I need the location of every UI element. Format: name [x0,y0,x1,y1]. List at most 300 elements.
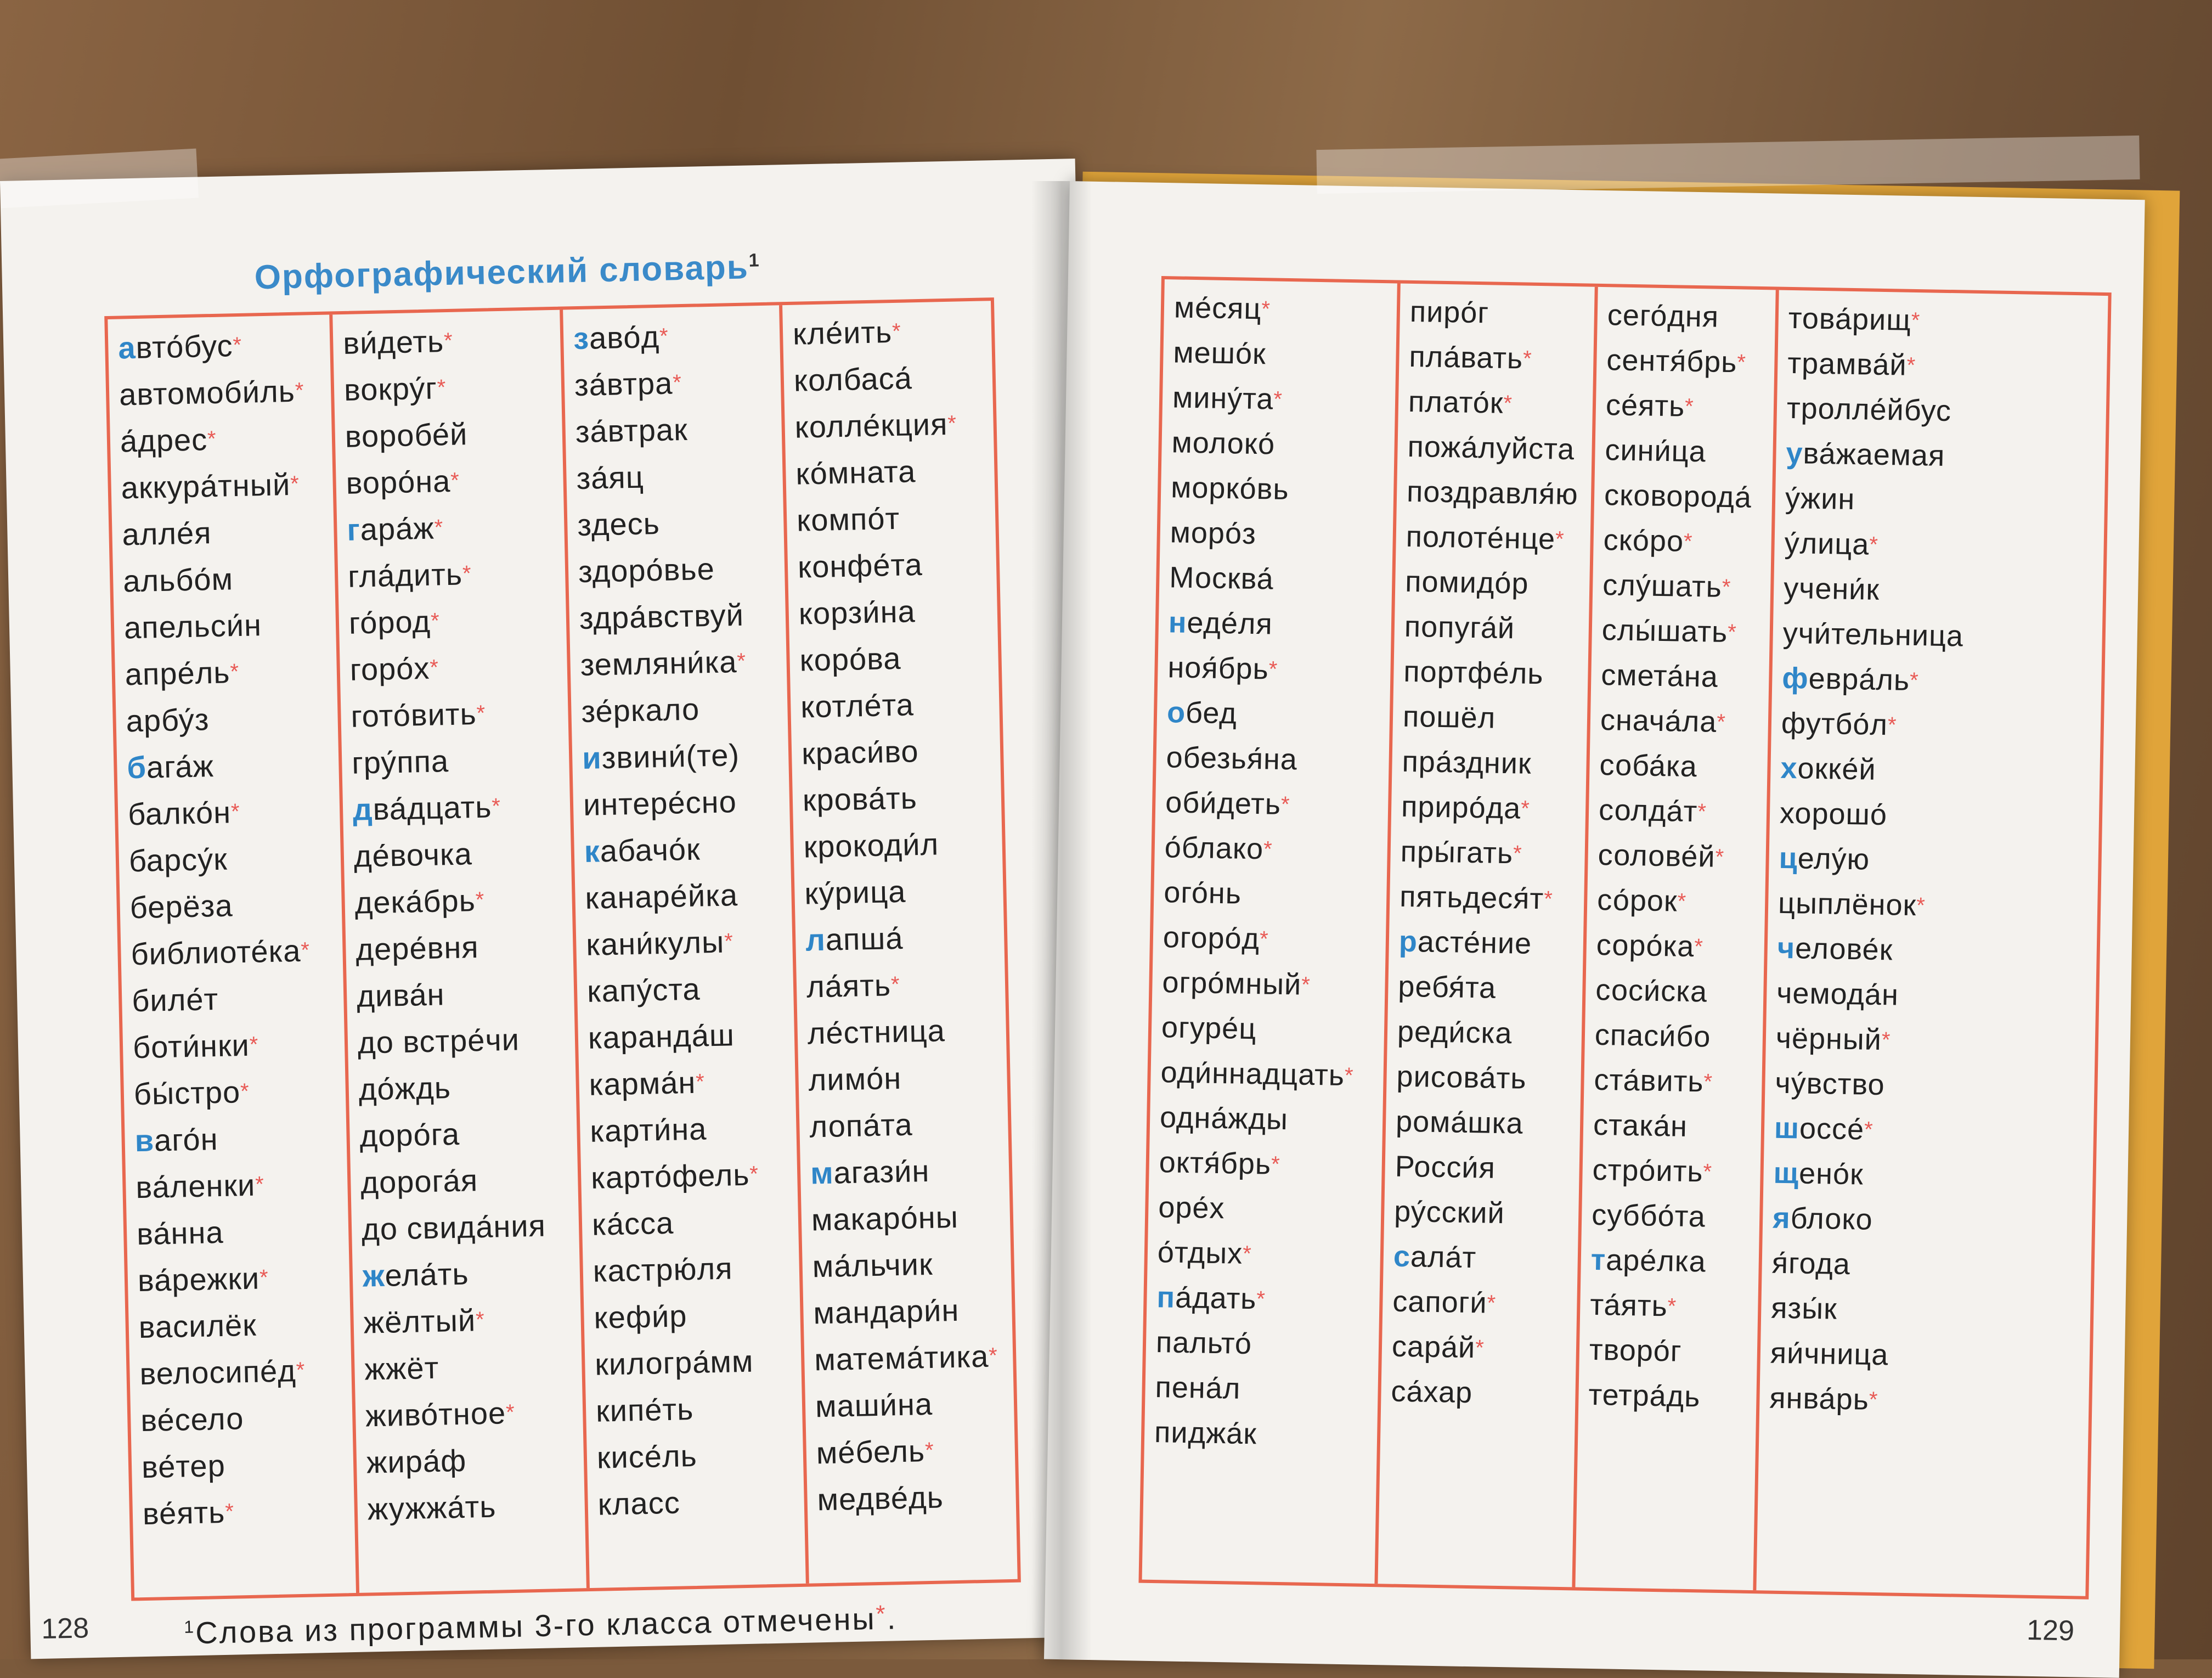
grade3-star-mark: * [1475,1336,1485,1360]
word-text: учени́к [1783,571,1880,606]
word-text: аккура́тный [121,467,291,505]
word-text: класс [597,1485,681,1522]
dictionary-word [347,502,565,553]
word-text: чёрный [1775,1021,1882,1057]
dictionary-word [595,1383,803,1434]
word-text: автомоби́ль [119,373,296,412]
word-text: апельси́н [123,607,262,645]
dictionary-word [1166,690,1390,739]
grade3-star-mark: * [672,370,682,395]
initial-letter-highlight: р [1398,925,1418,959]
word-text: оссе́ [1799,1112,1865,1146]
dictionary-column [782,301,1018,1583]
dictionary-word [349,642,568,693]
dictionary-word [808,1052,1008,1103]
word-text: за́втрак [575,412,689,449]
word-text: до́ждь [358,1070,452,1107]
grade3-star-mark: * [1909,668,1920,693]
dictionary-word [122,506,335,558]
word-text: огоро́д [1163,921,1260,956]
word-text: ва́нна [136,1214,224,1252]
word-text: агази́н [833,1153,930,1190]
initial-letter-highlight: з [573,320,590,356]
word-text: а́дать [1175,1281,1257,1316]
dictionary-word [131,973,344,1024]
initial-letter-highlight: х [1780,751,1798,785]
word-text: го́род [348,604,431,640]
grade3-star-mark: * [1684,394,1695,419]
dictionary-table-left [104,297,1021,1601]
dictionary-word [1788,296,2108,346]
word-text: живо́тное [365,1395,506,1433]
initial-letter-highlight: б [126,750,147,785]
dictionary-word [1600,697,1768,745]
initial-letter-highlight: л [805,922,826,958]
word-text: каранда́ш [588,1017,735,1055]
dictionary-word [586,964,794,1015]
word-text: евра́ль [1808,662,1910,697]
grade3-star-mark: * [1703,1069,1713,1094]
dictionary-word [1154,1410,1378,1459]
word-text: доро́га [359,1116,460,1153]
dictionary-word [129,880,342,931]
word-text: ага́ж [146,748,215,785]
word-text: вто́бус [135,328,234,365]
dictionary-word [353,828,572,879]
initial-letter-highlight: п [1156,1281,1176,1314]
dictionary-word [126,693,338,744]
dictionary-word [573,311,780,362]
word-text: интере́сно [583,784,737,822]
word-text: ве́село [140,1401,244,1438]
dictionary-word [1775,1061,2095,1111]
dictionary-word [1391,1369,1576,1417]
dictionary-word [1590,1237,1759,1285]
grade3-star-mark: * [232,333,242,358]
dictionary-word [803,819,1003,870]
grade3-star-mark: * [462,561,472,586]
dictionary-word [596,1430,804,1481]
dictionary-word [583,777,790,828]
grade3-star-mark: * [695,1069,706,1094]
grade3-star-mark: * [259,1265,269,1290]
word-text: стака́н [1593,1108,1688,1143]
dictionary-word [816,1426,1015,1477]
grade3-star-mark: * [659,324,669,348]
dictionary-word [1606,337,1775,385]
dictionary-word [357,1015,575,1066]
dictionary-word [1167,645,1391,694]
word-text: воро́на [346,463,451,500]
dictionary-word [1395,1144,1579,1192]
grade3-star-mark: * [1242,1241,1252,1266]
word-text: елу́ю [1797,842,1870,876]
word-text: гото́вить [350,696,477,734]
dictionary-word [139,1346,352,1397]
word-text: карма́н [589,1065,696,1102]
dictionary-word [1592,1147,1760,1195]
dictionary-word [1776,971,2096,1021]
grade3-star-mark: * [1869,532,1879,557]
word-text: дорога́я [360,1163,478,1200]
dictionary-word [1593,1102,1761,1150]
word-text: огро́мный [1162,966,1302,1001]
dictionary-word [1598,787,1767,835]
dictionary-word [1396,1054,1581,1102]
dictionary-word [585,870,792,921]
word-text: помидо́р [1404,565,1529,600]
word-text: ва́жаемая [1803,437,1945,472]
word-text: конфе́та [797,547,923,584]
word-text: чемода́н [1776,976,1899,1012]
word-text: сапоги́ [1392,1285,1488,1320]
dictionary-word [364,1341,583,1392]
dictionary-word [1409,289,1594,337]
word-text: алле́я [121,515,212,552]
word-text: аго́н [154,1122,219,1158]
word-text: крова́ть [802,780,918,818]
word-text: плато́к [1408,385,1504,420]
word-text: оди́ннадцать [1160,1056,1345,1092]
word-text: хорошо́ [1779,796,1888,832]
word-text: соба́ка [1599,748,1698,784]
dictionary-word [122,553,335,604]
dictionary-word [594,1290,801,1341]
dictionary-word [361,1201,579,1252]
word-text: о́тдых [1157,1236,1243,1270]
dictionary-word [133,1066,346,1117]
dictionary-word [812,1239,1012,1290]
dictionary-word [1779,836,2098,886]
word-text: апре́ль [125,655,231,692]
word-text: сего́дня [1607,299,1719,334]
word-text: карто́фель [590,1157,751,1195]
word-text: до свида́ния [361,1208,546,1247]
grade3-star-mark: * [255,1172,265,1197]
dictionary-word [1169,555,1392,604]
title-footnote-mark: 1 [748,250,760,271]
dictionary-word [354,875,573,926]
dictionary-word [1395,1099,1580,1147]
word-text: ве́ять [142,1494,225,1531]
dictionary-word [798,586,998,637]
word-text: ку́рица [804,874,906,911]
dictionary-column [1378,284,1598,1587]
grade3-star-mark: * [1906,353,1916,378]
grade3-star-mark: * [300,938,311,962]
word-text: у́жин [1785,481,1855,516]
word-text: вокру́г [343,370,438,407]
word-text: тролле́йбус [1786,391,1952,428]
word-text: са́хар [1391,1375,1473,1410]
grade3-star-mark: * [207,426,217,452]
dictionary-word [1400,829,1585,877]
grade3-star-mark: * [1703,1159,1713,1184]
dictionary-word [128,833,341,884]
word-text: мину́та [1172,381,1274,416]
word-text: крокоди́л [803,826,939,864]
initial-letter-highlight: у [1786,436,1804,470]
dictionary-word [1777,926,2097,976]
grade3-star-mark: * [1716,710,1726,735]
dictionary-word [1398,964,1583,1012]
word-text: ела́ть [384,1256,470,1293]
dictionary-word [1404,604,1589,652]
dictionary-word [1786,386,2106,436]
word-text: ме́бель [816,1433,926,1471]
word-text: берёза [129,888,234,925]
word-text: бед [1185,696,1238,730]
page-number-right: 129 [2026,1614,2075,1647]
grade3-star-mark: * [296,1358,306,1383]
page-number-left: 128 [41,1612,89,1645]
dictionary-word [356,968,574,1019]
dictionary-word [590,1103,797,1155]
word-text: зе́ркало [580,691,700,729]
dictionary-word [581,684,788,735]
grade3-star-mark: * [230,799,241,824]
dictionary-word [1401,784,1585,832]
dictionary-word [127,786,340,837]
grade3-star-mark: * [1268,657,1278,682]
word-text: мешо́к [1173,336,1267,371]
dictionary-word [1170,510,1393,559]
word-text: рисова́ть [1396,1060,1527,1095]
word-text: соро́ка [1596,928,1695,964]
initial-letter-highlight: ж [362,1258,386,1293]
dictionary-word [1598,832,1766,880]
word-text: ено́к [1798,1157,1864,1191]
initial-letter-highlight: в [134,1123,155,1158]
dictionary-word [356,921,574,972]
dictionary-word [367,1481,585,1532]
dictionary-word [120,413,332,464]
dictionary-word [1787,341,2107,391]
word-text: учи́тельница [1782,616,1964,653]
dictionary-word [119,367,331,418]
word-text: суббо́та [1591,1198,1706,1234]
dictionary-word [801,726,1001,777]
dictionary-word [1405,559,1590,607]
grade3-star-mark: * [1911,308,1921,333]
dictionary-word [597,1477,805,1528]
word-text: пиро́г [1409,295,1489,330]
initial-letter-highlight: д [352,792,374,827]
dictionary-word [363,1294,582,1345]
word-text: пры́гать [1400,835,1514,870]
grade3-star-mark: * [988,1343,998,1368]
word-text: сентя́брь [1606,344,1737,379]
dictionary-column [332,310,590,1593]
word-text: бы́стро [133,1074,241,1112]
dictionary-word [574,357,781,408]
dictionary-word [1770,1331,2090,1381]
dictionary-word [137,1253,350,1304]
grade3-star-mark: * [1543,887,1554,911]
grade3-star-mark: * [1273,387,1283,412]
word-text: язы́к [1770,1291,1838,1326]
dictionary-word [366,1434,584,1485]
word-text: това́рищ [1788,301,1912,337]
left-page [0,159,1106,1659]
word-text: морко́вь [1170,471,1290,506]
grade3-star-mark: * [1503,391,1513,416]
word-text: пожа́луйста [1407,430,1575,466]
dictionary-word [1155,1320,1379,1369]
word-text: ва́ленки [135,1167,256,1205]
dictionary-word [136,1206,349,1257]
dictionary-word [1599,742,1768,790]
dictionary-column [1756,290,2108,1596]
word-text: дива́н [356,977,445,1013]
dictionary-word [1594,1012,1763,1060]
grade3-star-mark: * [229,660,240,684]
dictionary-word [358,1061,577,1112]
dictionary-word [794,399,994,451]
dictionary-word [1172,375,1395,424]
right-page [1044,181,2145,1678]
word-text: поздравля́ю [1406,475,1579,511]
grade3-star-mark: * [1520,796,1531,821]
dictionary-word [1779,791,2099,841]
word-text: ста́вить [1594,1063,1704,1099]
dictionary-column [1142,279,1401,1584]
grade3-star-mark: * [1722,575,1731,600]
dictionary-word [1403,649,1588,697]
dictionary-word [590,1150,798,1201]
word-text: ребя́та [1397,970,1497,1005]
dictionary-word [1397,1009,1582,1057]
dictionary-word [588,1010,795,1061]
word-text: компо́т [796,500,900,538]
dictionary-word [802,773,1002,824]
initial-letter-highlight: с [1393,1240,1411,1274]
dictionary-word [1781,701,2101,751]
dictionary-word [595,1337,802,1388]
dictionary-word [351,689,569,740]
grade3-star-mark: * [924,1438,935,1463]
dictionary-word [1393,1234,1578,1282]
dictionary-word [1597,877,1765,925]
dictionary-word [792,306,992,357]
initial-letter-highlight: я [1772,1201,1791,1235]
word-text: молоко́ [1171,426,1276,461]
dictionary-word [589,1057,796,1108]
word-text: пальто́ [1155,1326,1252,1361]
dictionary-word [1158,1185,1381,1234]
initial-letter-highlight: ц [1779,841,1798,875]
word-text: аво́д [589,319,660,356]
grade3-star-mark: * [430,609,441,633]
word-text: здесь [577,505,661,543]
dictionary-word [1159,1140,1382,1189]
word-text: за́яц [575,459,645,496]
word-text: ого́нь [1163,876,1242,910]
grade3-star-mark: * [1677,889,1687,914]
word-text: тетра́дь [1588,1378,1701,1414]
grade3-star-mark: * [749,1162,759,1186]
dictionary-word [351,735,569,786]
word-text: ала́т [1410,1240,1477,1275]
grade3-star-mark: * [1736,350,1747,375]
dictionary-word [1782,611,2102,661]
dictionary-word [132,1020,345,1071]
word-text: слы́шать [1601,613,1728,649]
dictionary-word [1589,1327,1757,1375]
dictionary-word [1601,652,1769,700]
dictionary-word [810,1146,1009,1197]
word-text: творо́г [1589,1333,1683,1368]
dictionary-word [1171,420,1395,469]
dictionary-word [1588,1372,1757,1420]
dictionary-word [1785,476,2104,526]
grade3-star-mark: * [724,929,734,954]
word-text: до встре́чи [357,1022,520,1060]
initial-letter-highlight: к [584,834,601,869]
word-text: огуре́ц [1161,1011,1257,1046]
dictionary-word [1778,881,2098,931]
dictionary-column [108,314,359,1597]
dictionary-word [592,1243,800,1294]
dictionary-word [1786,431,2106,481]
word-text: ара́ж [360,510,435,547]
dictionary-word [1596,922,1764,970]
word-text: пра́здник [1402,745,1532,780]
word-text: мандари́н [812,1292,960,1331]
grade3-star-mark: * [1864,1117,1874,1142]
grade3-star-mark: * [1280,792,1290,817]
grade3-star-mark: * [947,411,957,436]
footnote-mark: 1 [183,1617,196,1637]
dictionary-word [138,1299,351,1350]
word-text: сара́й [1391,1330,1476,1365]
word-text: оби́деть [1165,786,1282,821]
word-text: жжёт [364,1350,439,1387]
word-text: янва́рь [1769,1381,1870,1416]
dictionary-word [142,1486,355,1537]
dictionary-word [131,926,343,977]
word-text: ка́сса [591,1205,674,1242]
word-text: капу́ста [586,971,701,1009]
word-text: лимо́н [808,1060,902,1097]
word-text: колле́кция [794,406,949,444]
word-text: солове́й [1598,838,1716,874]
dictionary-word [1166,735,1389,784]
tape-strip [0,149,199,209]
dictionary-word [1394,1189,1579,1237]
word-text: оре́х [1158,1191,1226,1225]
word-text: ва́дцать [373,789,493,827]
dictionary-word [796,493,996,544]
dictionary-word [359,1108,578,1159]
dictionary-word [580,637,787,688]
initial-letter-highlight: м [810,1155,834,1191]
dictionary-word [1592,1192,1760,1240]
grade3-star-mark: * [437,375,447,400]
dictionary-word [1590,1282,1758,1330]
word-text: кефи́р [593,1298,688,1335]
grade3-star-mark: * [890,972,901,997]
word-text: смета́на [1600,658,1719,694]
grade3-star-mark: * [1522,346,1533,371]
word-text: матема́тика [814,1338,989,1377]
grade3-star-mark: * [1881,1028,1891,1052]
word-text: медве́дь [816,1479,944,1517]
dictionary-word [1407,424,1592,472]
word-text: пятьдеся́т [1399,880,1544,916]
dictionary-word [1165,780,1389,829]
dictionary-word [1603,517,1771,565]
